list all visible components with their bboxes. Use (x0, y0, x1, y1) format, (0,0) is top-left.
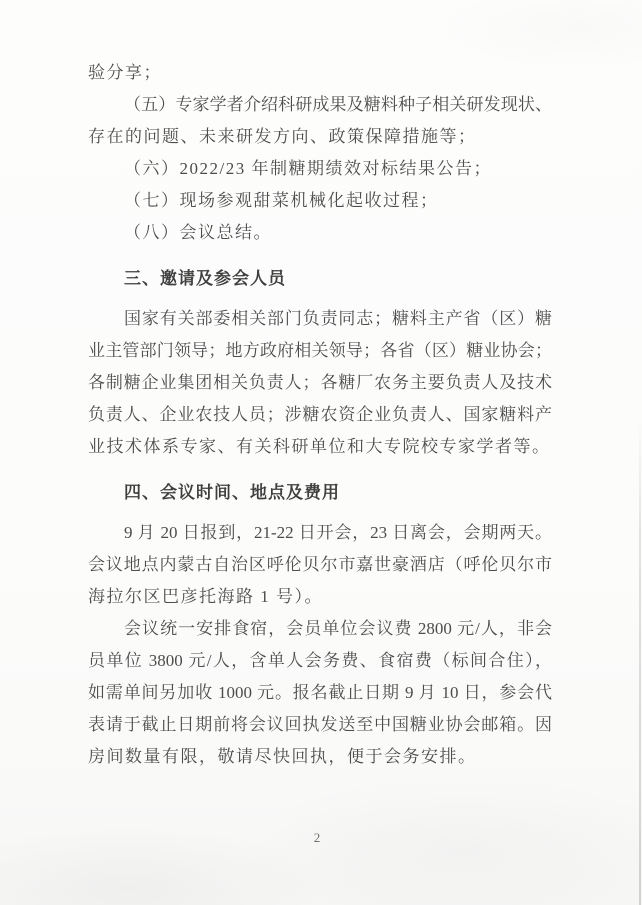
body-line: 表请于截止日期前将会议回执发送至中国糖业协会邮箱。因 (88, 715, 552, 734)
body-line: 9 月 20 日报到，21-22 日开会，23 日离会，会期两天。 (124, 523, 552, 542)
body-line: 业主管部门领导；地方政府相关领导；各省（区）糖业协会； (88, 341, 552, 360)
body-line: 员单位 3800 元/人，含单人会务费、食宿费（标间合住）， (88, 651, 552, 670)
body-line: （五）专家学者介绍科研成果及糖料种子相关研发现状、 (124, 95, 552, 114)
document-body (88, 57, 552, 773)
body-line: 会议统一安排食宿，会员单位会议费 2800 元/人，非会 (124, 619, 552, 638)
body-line: 会议地点内蒙古自治区呼伦贝尔市嘉世豪酒店（呼伦贝尔市 (88, 555, 552, 574)
body-line: 各制糖企业集团相关负责人；各糖厂农务主要负责人及技术 (88, 373, 552, 392)
page-number: 2 (313, 830, 321, 845)
section-heading: 四、会议时间、地点及费用 (124, 483, 340, 502)
body-line: 房间数量有限，敬请尽快回执，便于会务安排。 (88, 747, 477, 766)
body-line: 负责人、企业农技人员；涉糖农资企业负责人、国家糖料产 (88, 405, 552, 424)
body-line: 海拉尔区巴彦托海路 1 号）。 (88, 587, 323, 606)
body-line: 业技术体系专家、有关科研单位和大专院校专家学者等。 (88, 437, 551, 456)
body-line: 存在的问题、未来研发方向、政策保障措施等； (88, 127, 477, 146)
body-line: 国家有关部委相关部门负责同志；糖料主产省（区）糖 (124, 309, 552, 328)
body-line: （七）现场参观甜菜机械化起收过程； (124, 191, 439, 210)
body-line: 验分享； (88, 63, 162, 82)
body-line: （八）会议总结。 (124, 223, 272, 242)
section-heading: 三、邀请及参会人员 (124, 269, 286, 288)
body-line: （六）2022/23 年制糖期绩效对标结果公告； (124, 159, 492, 178)
body-line: 如需单间另加收 1000 元。报名截止日期 9 月 10 日，参会代 (88, 683, 552, 702)
scan-edge-shadow (639, 415, 641, 905)
